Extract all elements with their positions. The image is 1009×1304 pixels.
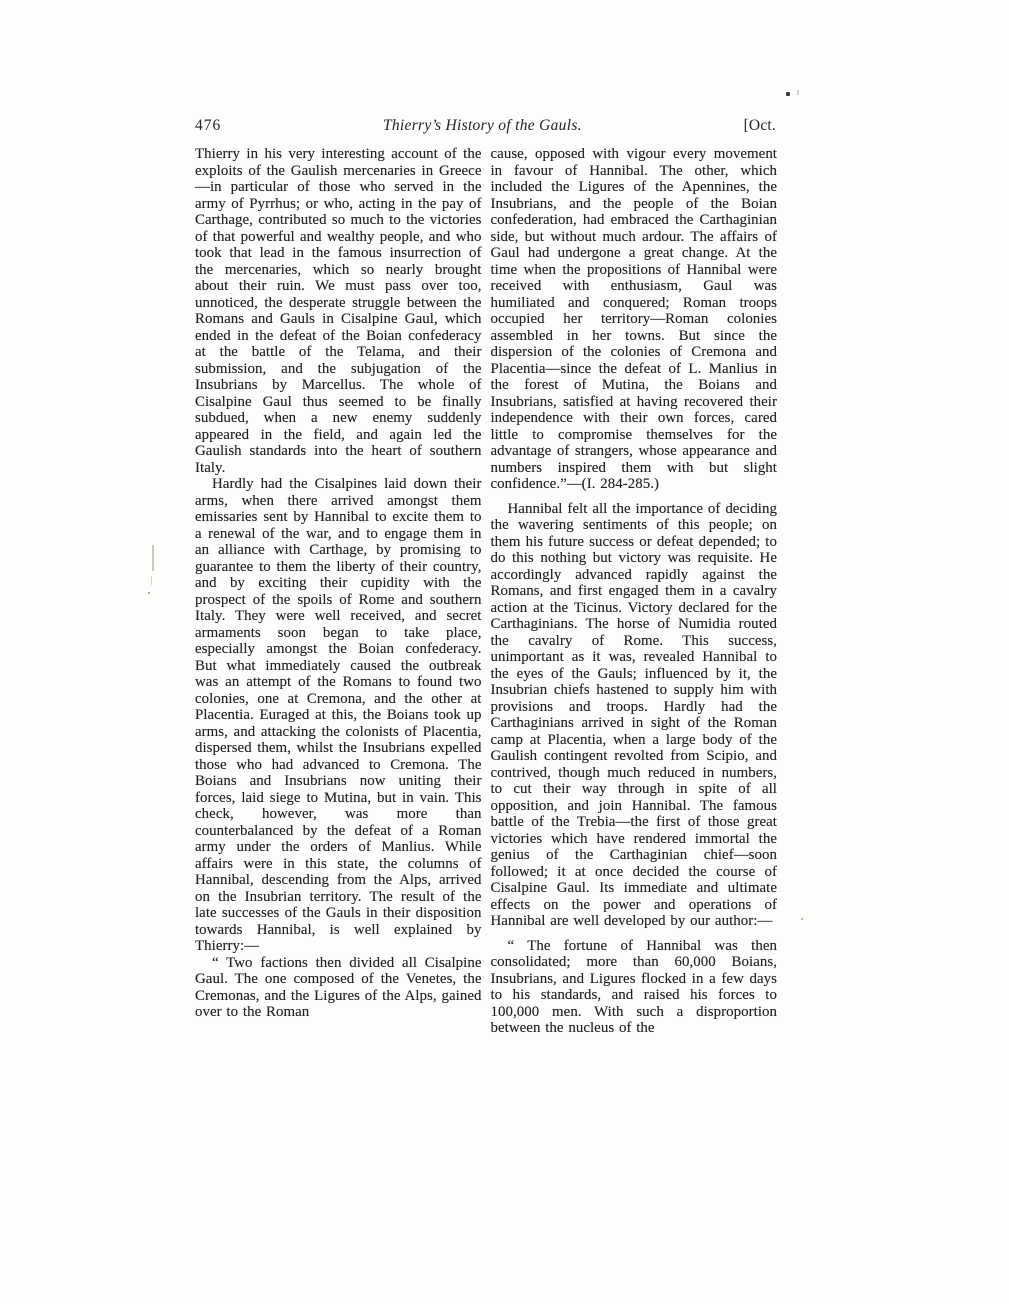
page-header (195, 117, 776, 135)
left-column (195, 146, 482, 1037)
scan-margin-mark (152, 545, 154, 571)
paragraph-right-quote: “ The fortune of Hannibal was then consolidated; more than 60,000 Boians, Insubrians, and Ligures flocked in a few days to his standards, and raised his forces to 100,000 men. With such a disproportion between the nucleus of the (490, 937, 777, 1036)
paragraph-left-quote: “ Two factions then divided all Cisalpine Gaul. The one composed of the Venetes, the Cremonas, and the Ligures of the Alps, gained over to the Roman (195, 954, 482, 1020)
paragraph-left-2: Hardly had the Cisalpines laid down their arms, when there arrived amongst them emissaries sent by Hannibal to excite them to a renewal of the war, and to engage them in an alliance with Carthage, by promising to guarantee to them the liberty of their country, and by exciting their cupidity with the prospect of the spoils of Rome and southern Italy. They were well received, and secret armaments soon began to take place, especially amongst the Boian confederacy. But what immediately caused the outbreak was an attempt of the Romans to found two colonies, one at Cremona, and the other at Placentia. Euraged at this, the Boians took up arms, and attacking the colonists of Placentia, dispersed them, whilst the Insubrians expelled those who had advanced to Cremona. The Boians and Insubrians now uniting their forces, laid siege to Mutina, but in vain. This check, however, was more than counterbalanced by the defeat of a Roman army under the orders of Manlius. While affairs were in this state, the columns of Hannibal, descending from the Alps, arrived on the Insubrian territory. The result of the late successes of the Gauls in their disposition towards Hannibal, is well explained by Thierry:— (195, 476, 482, 954)
text-columns (195, 146, 777, 1037)
issue-date: [Oct. (743, 117, 776, 134)
paragraph-left-1: Thierry in his very interesting account of the exploits of the Gaulish mercenaries in Greece—in particular of those who served in the army of Pyrrhus; or who, acting in the pay of Carthage, contributed so much to the victories of that powerful and wealthy people, and who took that lead in the famous insurrection of the mercenaries, which so nearly brought about their ruin. We must pass over too, unnoticed, the desperate struggle between the Romans and Gauls in Cisalpine Gaul, which ended in the defeat of the Boian confederacy at the battle of the Telama, and their submission, and the subjugation of the Insubrians by Marcellus. The whole of Cisalpine Gaul thus seemed to be finally subdued, when a new enemy suddenly appeared in the field, and again led the Gaulish standards into the heart of southern Italy. (195, 146, 482, 476)
right-column (491, 146, 778, 1037)
paragraph-right-1: cause, opposed with vigour every movement in favour of Hannibal. The other, which included the Ligures of the Apennines, the Insubrians, and the people of the Boian confederation, had embraced the Carthaginian side, but without much ardour. The affairs of Gaul had undergone a great change. At the time when the propositions of Hannibal were received with enthusiasm, Gaul was humiliated and conquered; Roman troops occupied her territory—Roman colonies assembled in her towns. But since the dispersion of the colonies of Cremona and Placentia—since the defeat of L. Manlius in the forest of Mutina, the Boians and Insubrians, satisfied at having recovered their independence with their own forces, cared little to compromise themselves for the advantage of strangers, whose appearance and numbers inspired them with but slight confidence.”—(I. 284-285.) (490, 146, 777, 492)
paragraph-right-2: Hannibal felt all the importance of deciding the wavering sentiments of this people; on them his future success or defeat depended; to do this nothing but victory was requisite. He accordingly advanced rapidly against the Romans, and first engaged them in a cavalry action at the Ticinus. Victory declared for the Carthaginians. The horse of Numidia routed the cavalry of Rome. This success, unimportant as it was, revealed Hannibal to the eyes of the Gauls; influenced by it, the Insubrian chiefs hastened to supply him with provisions and troops. Hardly had the Carthaginians arrived in sight of the Roman camp at Placentia, when a large body of the Gaulish contingent revolted from Scipio, and contrived, though much reduced in numbers, to cut their way through in spite of all opposition, and join Hannibal. The famous battle of the Trebia—the first of those great victories which have rendered immortal the genius of the Carthaginian chief—soon followed; it at once decided the course of Cisalpine Gaul. Its immediate and ultimate effects on the power and operations of Hannibal are well developed by our author:— (490, 500, 777, 929)
scan-speck (801, 918, 803, 920)
scan-speck (786, 92, 790, 96)
page-number: 476 (195, 117, 222, 134)
running-title: Thierry’s History of the Gauls. (382, 117, 582, 134)
scan-margin-mark (151, 576, 152, 585)
scan-speck (797, 90, 799, 95)
scan-speck (148, 592, 150, 594)
